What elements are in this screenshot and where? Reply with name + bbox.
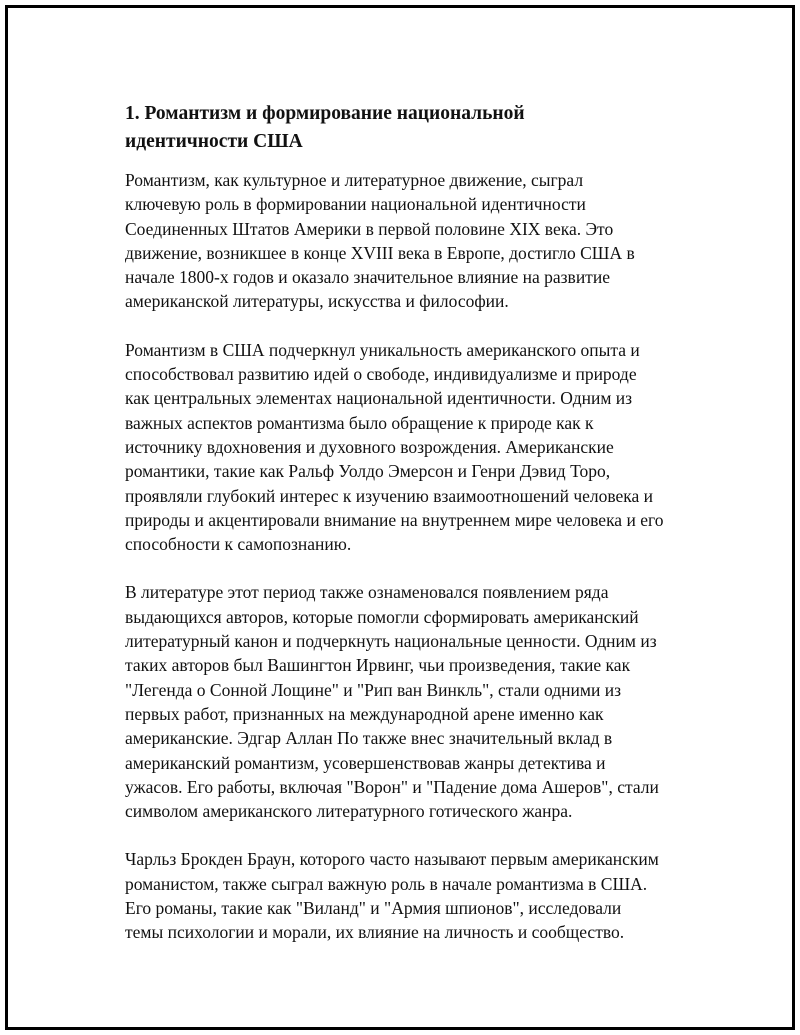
paragraph-line: способности к самопознанию. [125,534,352,555]
heading-line: 1. Романтизм и формирование национальной [125,103,525,124]
paragraph-line: важных аспектов романтизма было обращение к природе как к [125,412,594,433]
paragraph-line: начале 1800-х годов и оказало значительное влияние на развитие [125,267,610,288]
paragraph-line: романтики, такие как Ральф Уолдо Эмерсон и Генри Дэвид Торо, [125,461,611,482]
paragraph-2 [125,338,705,557]
section-heading [125,100,705,156]
paragraph-line: В литературе этот период также ознаменовался появлением ряда [125,582,609,603]
paragraph-line: ужасов. Его работы, включая "Ворон" и "Падение дома Ашеров", стали [125,776,659,797]
page-frame [5,5,795,1030]
paragraph-line: движение, возникшее в конце XVIII века в Европе, достигло США в [125,242,635,263]
paragraph-line: "Легенда о Сонной Лощине" и "Рип ван Винкль", стали одними из [125,679,621,700]
paragraph-line: Романтизм, как культурное и литературное движение, сыграл [125,170,584,190]
paragraph-line: таких авторов был Вашингтон Ирвинг, чьи произведения, такие как [125,655,631,676]
paragraph-line: ключевую роль в формировании национальной идентичности [125,194,586,215]
paragraph-line: американский романтизм, усовершенствовав жанры детектива и [125,752,606,773]
paragraph-line: американские. Эдгар Аллан По также внес значительный вклад в [125,728,613,749]
heading-line: идентичности США [125,131,303,152]
paragraph-line: первых работ, признанных на международной арене именно как [125,703,604,724]
document-body [125,100,705,969]
paragraph-line: как центральных элементах национальной идентичности. Одним из [125,388,633,409]
paragraph-line: Соединенных Штатов Америки в первой половине XIX века. Это [125,218,614,239]
paragraph-line: источнику вдохновения и духовного возрождения. Американские [125,436,614,457]
paragraph-line: Чарльз Брокден Браун, которого часто называют первым американским [125,849,659,870]
paragraph-line: темы психологии и морали, их влияние на личность и сообщество. [125,922,625,943]
paragraph-line: способствовал развитию идей о свободе, индивидуализме и природе [125,364,637,385]
paragraph-line: проявляли глубокий интерес к изучению взаимоотношений человека и [125,485,654,506]
paragraph-line: символом американского литературного готического жанра. [125,801,573,822]
paragraph-1 [125,168,705,314]
paragraph-4 [125,847,705,944]
paragraph-line: выдающихся авторов, которые помогли сформировать американский [125,606,639,627]
paragraph-3 [125,580,705,823]
paragraph-line: Его романы, такие как "Виланд" и "Армия шпионов", исследовали [125,898,622,919]
paragraph-line: американской литературы, искусства и философии. [125,291,509,312]
paragraph-line: литературный канон и подчеркнуть национальные ценности. Одним из [125,631,657,652]
paragraph-line: природы и акцентировали внимание на внутреннем мире человека и его [125,509,664,530]
paragraph-line: Романтизм в США подчеркнул уникальность американского опыта и [125,339,640,360]
paragraph-line: романистом, также сыграл важную роль в начале романтизма в США. [125,873,648,894]
